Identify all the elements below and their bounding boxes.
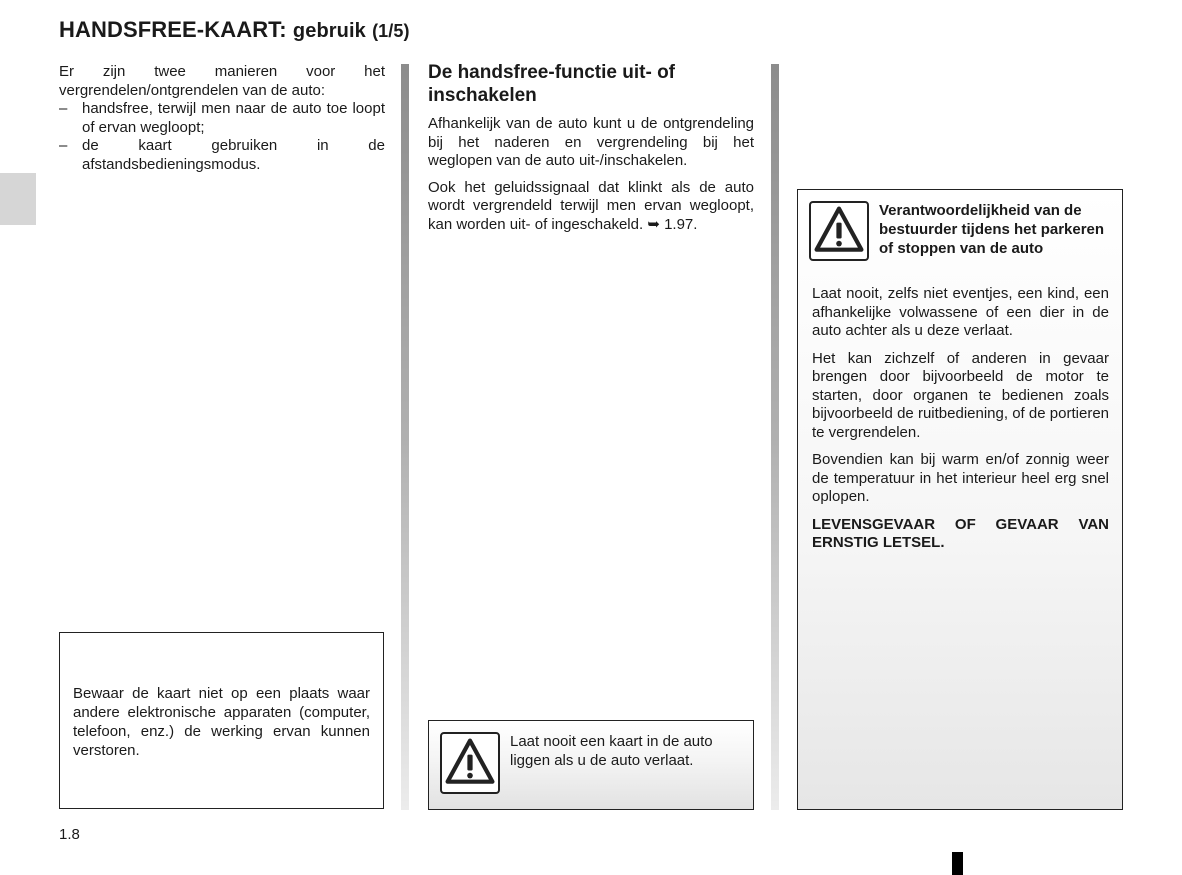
title-page-indicator: (1/5) xyxy=(372,21,410,41)
section-paragraph-text: Ook het geluidssignaal dat klinkt als de auto wordt vergrendeld terwijl men ervan wegloopt, kan worden uit- of ingeschakeld. xyxy=(428,178,754,233)
column-middle xyxy=(428,61,754,242)
list-item-text: de kaart gebruiken in de afstandsbedieningsmodus. xyxy=(82,137,385,173)
warning-heading: Verantwoordelijkheid van de bestuurder tijdens het parkeren of stoppen van de auto xyxy=(879,202,1105,257)
warning-paragraph: Bovendien kan bij warm en/of zonnig weer de temperatuur in het interieur heel erg snel oplopen. xyxy=(812,451,1109,505)
warning-body xyxy=(812,285,1109,562)
note-box-card-storage xyxy=(59,632,384,809)
title-main: HANDSFREE-KAART: xyxy=(59,17,287,42)
section-paragraph xyxy=(428,179,754,235)
section-paragraph: Afhankelijk van de auto kunt u de ontgrendeling bij het naderen en vergrendeling bij het weglopen van de auto uit-/inschakelen. xyxy=(428,115,754,169)
page-edge-marker xyxy=(952,852,963,875)
list-dash: – xyxy=(59,137,68,154)
warning-text: Laat nooit een kaart in de auto liggen als u de auto verlaat. xyxy=(510,733,713,769)
section-heading: De handsfree-functie uit- of inschakelen xyxy=(428,62,676,106)
warning-emphasis: LEVENSGEVAAR OF GEVAAR VAN ERNSTIG LETSEL. xyxy=(812,515,1109,551)
title-sub: gebruik xyxy=(292,20,366,42)
warning-paragraph: Het kan zichzelf of anderen in gevaar brengen door bijvoorbeeld de motor te starten, door organen te bedienen zoals bijvoorbeeld de ruitbediening, of de portieren te vergrendelen. xyxy=(812,349,1109,441)
warning-triangle-icon xyxy=(440,732,500,794)
list-item xyxy=(59,137,385,174)
page-reference[interactable]: 1.97. xyxy=(664,215,698,233)
intro-text: Er zijn twee manieren voor het vergrendelen/ontgrendelen van de auto: xyxy=(59,63,385,99)
note-text: Bewaar de kaart niet op een plaats waar andere elektronische apparaten (computer, telefoon, enz.) de werking ervan kunnen verstoren. xyxy=(73,685,370,759)
reference-arrow-icon: ➥ xyxy=(647,215,660,233)
list-item xyxy=(59,100,385,137)
warning-paragraph: Laat nooit, zelfs niet eventjes, een kind, een afhankelijke volwassene of een dier in de auto achter als u deze verlaat. xyxy=(812,285,1109,339)
chapter-tab xyxy=(0,173,36,225)
warning-triangle-icon xyxy=(809,201,869,261)
column-divider-bar xyxy=(401,64,409,810)
column-left xyxy=(59,63,385,174)
list-item-text: handsfree, terwijl men naar de auto toe loopt of ervan wegloopt; xyxy=(82,100,385,136)
page-title xyxy=(59,17,410,43)
page-number: 1.8 xyxy=(59,826,80,843)
list-dash: – xyxy=(59,100,68,117)
warning-box-card xyxy=(428,720,754,810)
column-divider-bar xyxy=(771,64,779,810)
warning-box-driver-responsibility xyxy=(797,189,1123,810)
